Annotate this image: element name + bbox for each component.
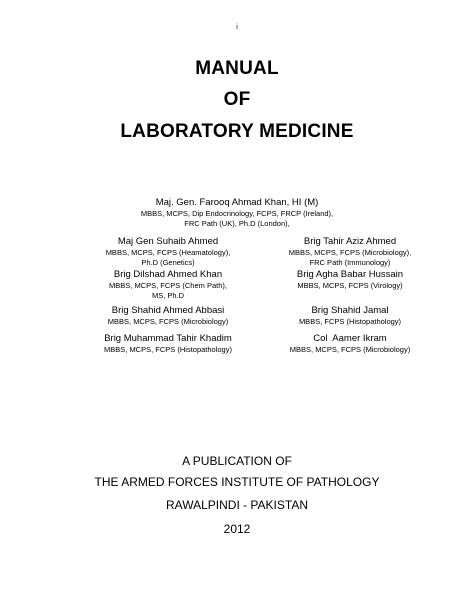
author-block (250, 305, 450, 327)
page-number: i (236, 24, 238, 31)
publication-year: 2012 (223, 522, 251, 536)
author-block (68, 305, 268, 327)
chief-author-qual-2: FRC Path (UK), Ph.D (London), (184, 219, 290, 228)
author-name: Maj Gen Suhaib Ahmed (117, 236, 219, 247)
author-qualifications: FRC Path (Immunology) (309, 258, 391, 267)
author-block (68, 269, 268, 301)
author-qualifications: MBBS, MCPS, FCPS (Heamatology), (105, 248, 231, 257)
author-qualifications: MS, Ph.D (151, 291, 185, 300)
title-line-1: MANUAL (195, 58, 279, 79)
author-name: Brig Muhammad Tahir Khadim (104, 333, 232, 344)
author-block (68, 333, 268, 355)
author-qualifications: MBBS, MCPS, FCPS (Microbiology) (107, 317, 229, 326)
author-name: Col Aamer Ikram (313, 333, 387, 344)
author-qualifications: MBBS, MCPS, FCPS (Chem Path), (109, 281, 227, 290)
chief-author-name: Maj. Gen. Farooq Ahmad Khan, HI (M) (155, 197, 319, 208)
author-qualifications: MBBS, MCPS, FCPS (Virology) (297, 281, 403, 290)
author-block (250, 269, 450, 291)
publication-location: RAWALPINDI - PAKISTAN (165, 498, 309, 512)
publication-institute: THE ARMED FORCES INSTITUTE OF PATHOLOGY (94, 475, 380, 489)
author-name: Brig Dilshad Ahmed Khan (113, 269, 223, 280)
title-line-3: LABORATORY MEDICINE (120, 121, 354, 142)
author-qualifications: MBBS, MCPS, FCPS (Microbiology), (288, 248, 412, 257)
author-qualifications: MBBS, FCPS (Histopathology) (298, 317, 402, 326)
author-qualifications: Ph.D (Genetics) (141, 258, 195, 267)
title-line-2: OF (223, 89, 251, 110)
author-qualifications: MBBS, MCPS, FCPS (Histopathology) (104, 345, 232, 354)
author-block (68, 236, 268, 268)
author-name: Brig Tahir Aziz Ahmed (303, 236, 397, 247)
author-qualifications: MBBS, MCPS, FCPS (Microbiology) (289, 345, 411, 354)
author-name: Brig Agha Babar Hussain (296, 269, 404, 280)
chief-author-qual-1: MBBS, MCPS, Dip Endocrinology, FCPS, FRCP (Ireland), (140, 209, 334, 218)
author-block (250, 333, 450, 355)
author-name: Brig Shahid Jamal (311, 305, 389, 316)
publication-line-1: A PUBLICATION OF (182, 454, 292, 468)
author-name: Brig Shahid Ahmed Abbasi (111, 305, 225, 316)
author-block (250, 236, 450, 268)
